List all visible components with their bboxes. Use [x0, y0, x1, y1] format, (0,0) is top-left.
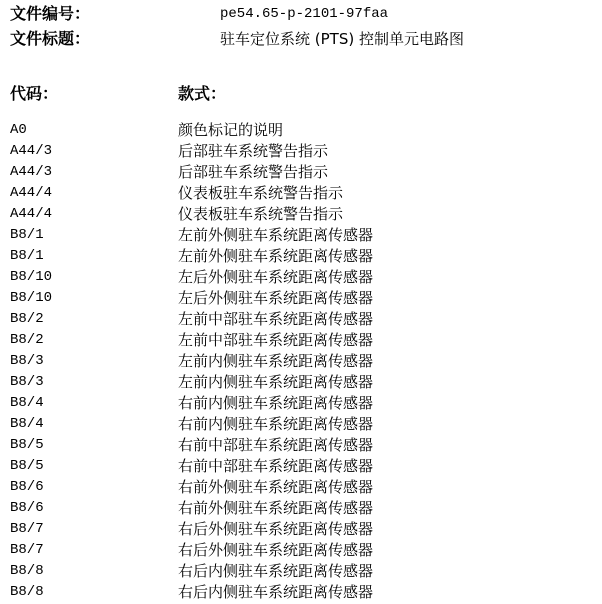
component-description: 右后外侧驻车系统距离传感器 [178, 541, 374, 559]
component-description: 右前中部驻车系统距离传感器 [178, 457, 374, 475]
component-code: A44/4 [10, 185, 53, 201]
table-row [10, 351, 590, 372]
component-description: 左前中部驻车系统距离传感器 [178, 331, 374, 349]
component-code: B8/6 [10, 500, 44, 516]
document-title-value: 驻车定位系统 (PTS) 控制单元电路图 [220, 30, 464, 48]
component-description: 左后外侧驻车系统距离传感器 [178, 268, 374, 286]
component-description: 仪表板驻车系统警告指示 [178, 205, 344, 223]
component-code: B8/5 [10, 437, 44, 453]
component-code: A44/3 [10, 143, 53, 159]
component-code: B8/7 [10, 521, 44, 537]
table-row [10, 141, 590, 162]
component-code: B8/5 [10, 458, 44, 474]
component-code: B8/3 [10, 374, 44, 390]
component-description: 左前外侧驻车系统距离传感器 [178, 226, 374, 244]
component-description: 左后外侧驻车系统距离传感器 [178, 289, 374, 307]
table-row [10, 477, 590, 498]
component-description: 右后内侧驻车系统距离传感器 [178, 583, 374, 601]
table-row [10, 561, 590, 582]
component-description: 左前中部驻车系统距离传感器 [178, 310, 374, 328]
component-description: 右后外侧驻车系统距离传感器 [178, 520, 374, 538]
table-row [10, 120, 590, 141]
document-title-line [10, 27, 590, 51]
document-number-value: pe54.65-p-2101-97faa [220, 6, 389, 22]
component-description: 颜色标记的说明 [178, 121, 284, 139]
table-row [10, 330, 590, 351]
table-row [10, 183, 590, 204]
component-description: 右前内侧驻车系统距离传感器 [178, 394, 374, 412]
component-description: 后部驻车系统警告指示 [178, 142, 329, 160]
component-code: B8/8 [10, 584, 44, 600]
component-description: 左前内侧驻车系统距离传感器 [178, 373, 374, 391]
table-row [10, 288, 590, 309]
style-column-header: 款式： [178, 84, 227, 103]
document-number-label: 文件编号： [10, 4, 91, 23]
component-code: B8/2 [10, 332, 44, 348]
table-row [10, 204, 590, 225]
table-row [10, 162, 590, 183]
component-code: B8/10 [10, 290, 53, 306]
component-code: A0 [10, 122, 27, 138]
component-code: B8/1 [10, 227, 44, 243]
component-description: 右后内侧驻车系统距离传感器 [178, 562, 374, 580]
component-code: B8/3 [10, 353, 44, 369]
component-code: B8/8 [10, 563, 44, 579]
table-row [10, 498, 590, 519]
component-code: B8/4 [10, 395, 44, 411]
table-row [10, 309, 590, 330]
code-column-header: 代码： [10, 84, 59, 103]
component-code: B8/1 [10, 248, 44, 264]
table-row [10, 435, 590, 456]
component-code: A44/4 [10, 206, 53, 222]
component-code: B8/10 [10, 269, 53, 285]
component-code: A44/3 [10, 164, 53, 180]
component-description: 右前外侧驻车系统距离传感器 [178, 499, 374, 517]
component-description: 后部驻车系统警告指示 [178, 163, 329, 181]
component-description: 仪表板驻车系统警告指示 [178, 184, 344, 202]
component-description: 右前外侧驻车系统距离传感器 [178, 478, 374, 496]
component-code: B8/7 [10, 542, 44, 558]
component-description: 左前外侧驻车系统距离传感器 [178, 247, 374, 265]
component-code: B8/6 [10, 479, 44, 495]
component-description: 右前中部驻车系统距离传感器 [178, 436, 374, 454]
component-code: B8/4 [10, 416, 44, 432]
component-list [10, 120, 590, 603]
table-row [10, 456, 590, 477]
table-row [10, 246, 590, 267]
table-row [10, 393, 590, 414]
document-number-line [10, 2, 590, 26]
table-row [10, 267, 590, 288]
document-title-label: 文件标题： [10, 29, 91, 48]
component-description: 右前内侧驻车系统距离传感器 [178, 415, 374, 433]
table-row [10, 540, 590, 561]
component-code: B8/2 [10, 311, 44, 327]
table-row [10, 225, 590, 246]
table-row [10, 372, 590, 393]
table-row [10, 519, 590, 540]
table-row [10, 414, 590, 435]
table-row [10, 582, 590, 603]
component-description: 左前内侧驻车系统距离传感器 [178, 352, 374, 370]
